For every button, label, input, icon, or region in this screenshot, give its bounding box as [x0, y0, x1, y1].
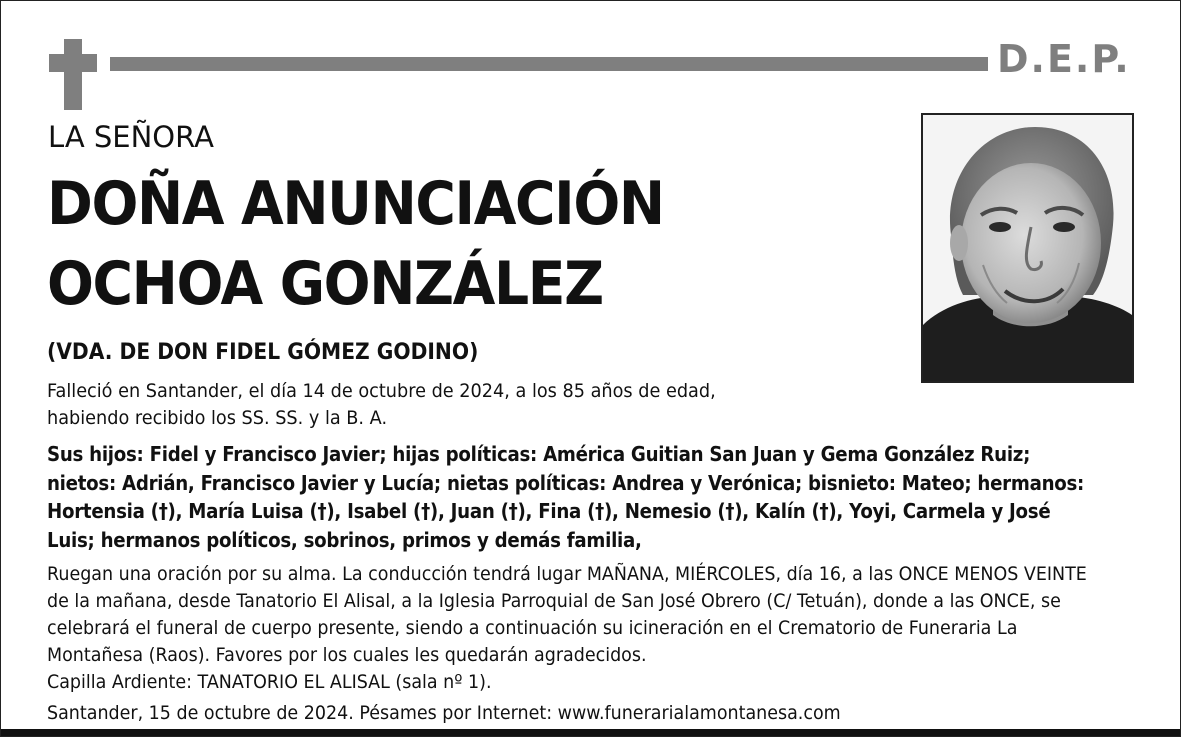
bottom-border [1, 729, 1181, 737]
death-line-2: habiendo recibido los SS. SS. y la B. A. [47, 407, 388, 429]
chapel-text: Capilla Ardiente: TANATORIO EL ALISAL (sala nº 1). [47, 671, 492, 693]
title-label: LA SEÑORA [48, 120, 214, 154]
deceased-name-line2: OCHOA GONZÁLEZ [47, 249, 603, 319]
header-rule [110, 57, 988, 71]
cross-icon-bar [49, 54, 97, 72]
ceremony-text: Ruegan una oración por su alma. La conducción tendrá lugar MAÑANA, MIÉRCOLES, día 16, a las ONCE MENOS VEINTE de la mañana, desde Tanatorio El Alisal, a la Iglesia Parroquial de San José Obrero (C/ Tetuán), donde a las ONCE, se celebrará el funeral de cuerpo presente, siendo a continuación su icineración en el Crematorio de Funeraria La Montañesa (Raos). Favores por los cuales les quedarán agradecidos. [47, 563, 1087, 666]
death-line-1: Falleció en Santander, el día 14 de octubre de 2024, a los 85 años de edad, [47, 380, 716, 402]
widow-line: (VDA. DE DON FIDEL GÓMEZ GODINO) [47, 339, 479, 365]
portrait-photo [921, 113, 1134, 383]
deceased-name-line1: DOÑA ANUNCIACIÓN [47, 169, 664, 239]
ceremony-paragraph [47, 561, 1105, 696]
death-paragraph [47, 378, 791, 432]
family-paragraph: Sus hijos: Fidel y Francisco Javier; hijas políticas: América Guitian San Juan y Gema González Ruiz; nietos: Adrián, Francisco Javier y Lucía; nietas políticas: Andrea y Verónica; bisnieto: Mateo; hermanos: Hortensia (†), María Luisa (†), Isabel (†), Juan (†), Fina (†), Nemesio (†), Kalín (†), Yoyi, Carmela y José Luis; hermanos políticos, sobrinos, primos y demás familia, [47, 442, 1085, 552]
dep-label: D.E.P. [997, 37, 1131, 81]
cross-icon [64, 39, 82, 110]
portrait-image [923, 115, 1132, 381]
footer-text: Santander, 15 de octubre de 2024. Pésames por Internet: www.funerarialamontanesa.com [47, 702, 841, 724]
